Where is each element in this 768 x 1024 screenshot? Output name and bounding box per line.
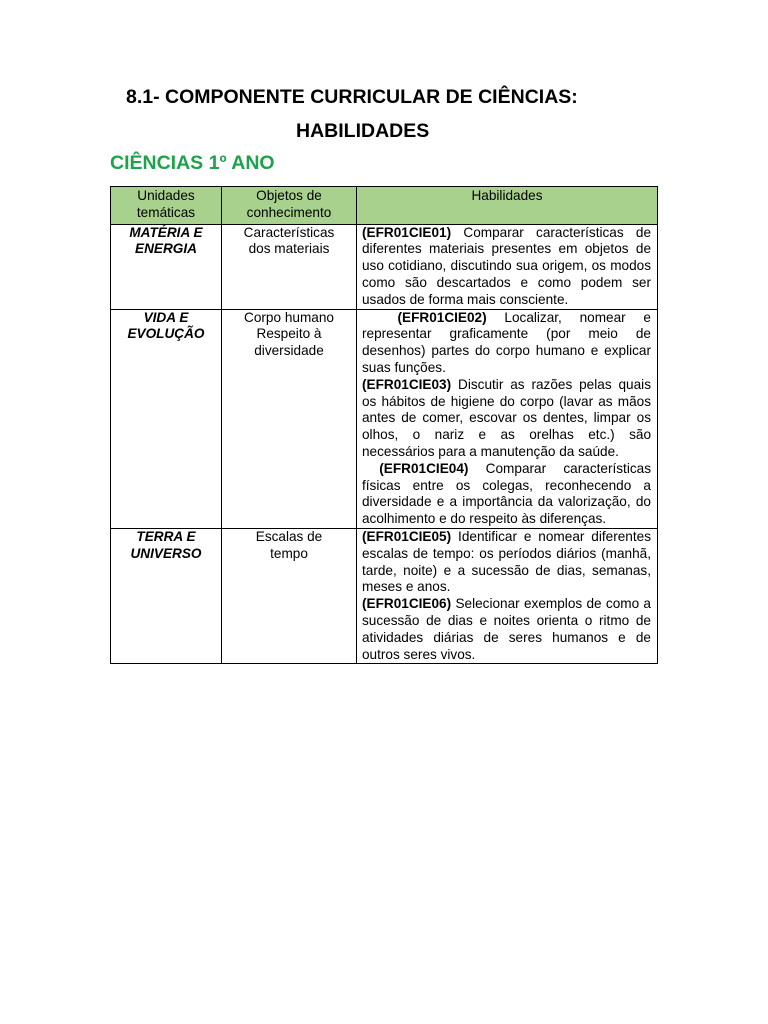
unit-text: EVOLUÇÃO	[127, 326, 205, 342]
habilidades-cell	[357, 224, 658, 309]
habilidade-item	[362, 529, 651, 596]
habilidade-item	[362, 461, 651, 528]
object-text: tempo	[270, 545, 308, 561]
document-subtitle: HABILIDADES	[296, 120, 430, 142]
object-text: Características	[243, 224, 335, 240]
habilidades-table	[110, 186, 658, 664]
habilidade-item	[362, 310, 651, 377]
object-text: diversidade	[254, 343, 324, 359]
object-cell	[222, 528, 357, 663]
unit-cell	[111, 309, 222, 528]
table-row	[111, 224, 658, 309]
header-text: Objetos de	[256, 188, 322, 203]
unit-cell	[111, 528, 222, 663]
habilidade-text: Comparar características físicas entre os colegas, reconhecendo a diversidade e a importância da valorização, do acolhimento e do respeito às diferenças.	[362, 460, 651, 527]
object-text: Corpo humano	[244, 309, 334, 325]
header-text: conhecimento	[246, 204, 332, 220]
header-unidades-tematicas	[111, 187, 222, 225]
unit-text: TERRA E	[136, 528, 196, 544]
unit-text: UNIVERSO	[130, 545, 202, 561]
unit-text: ENERGIA	[135, 241, 197, 257]
object-text: dos materiais	[248, 241, 330, 257]
object-cell	[222, 309, 357, 528]
habilidade-code: (EFR01CIE02)	[397, 309, 487, 325]
object-text: Respeito à	[256, 326, 322, 342]
habilidade-text: Comparar características de diferentes materiais presentes em objetos de uso cotidiano, discutindo sua origem, os modos como são descartados e como podem ser usados de forma mais consciente.	[362, 224, 651, 307]
habilidades-cell	[357, 528, 658, 663]
object-text: Escalas de	[255, 528, 323, 544]
unit-text: MATÉRIA E	[129, 224, 203, 240]
habilidades-cell	[357, 309, 658, 528]
object-cell	[222, 224, 357, 309]
header-habilidades: Habilidades	[357, 187, 658, 225]
table-row	[111, 528, 658, 663]
habilidade-code: (EFR01CIE04)	[379, 460, 469, 476]
habilidade-code: (EFR01CIE03)	[362, 376, 452, 392]
header-text: temáticas	[136, 204, 196, 220]
habilidade-item	[362, 377, 651, 461]
habilidade-text: Identificar e nomear diferentes escalas de tempo: os períodos diários (manhã, tarde, noite) e a sucessão de dias, semanas, meses e anos.	[362, 528, 651, 595]
header-objetos-conhecimento	[222, 187, 357, 225]
habilidade-code: (EFR01CIE05)	[362, 528, 452, 544]
header-text: Unidades	[137, 188, 195, 203]
document-title: 8.1- COMPONENTE CURRICULAR DE CIÊNCIAS:	[126, 86, 578, 108]
unit-text: VIDA E	[143, 309, 189, 325]
table-header-row	[111, 187, 658, 225]
habilidade-item	[362, 596, 651, 663]
habilidade-code: (EFR01CIE06)	[362, 596, 452, 612]
habilidade-code: (EFR01CIE01)	[362, 224, 452, 240]
table-row	[111, 309, 658, 528]
habilidade-text: Discutir as razões pelas quais os hábitos de higiene do corpo (lavar as mãos antes de comer, escovar os dentes, limpar os olhos, o nariz e as orelhas etc.) são necessários para a manutenção da saúde.	[362, 376, 651, 459]
habilidade-text: Localizar, nomear e representar graficamente (por meio de desenhos) partes do corpo humano e explicar suas funções.	[362, 309, 651, 375]
habilidade-item	[362, 225, 651, 309]
habilidade-text: Selecionar exemplos de como a sucessão de dias e noites orienta o ritmo de atividades diárias de seres humanos e de outros seres vivos.	[362, 596, 651, 662]
unit-cell	[111, 224, 222, 309]
section-heading: CIÊNCIAS 1º ANO	[110, 152, 275, 174]
